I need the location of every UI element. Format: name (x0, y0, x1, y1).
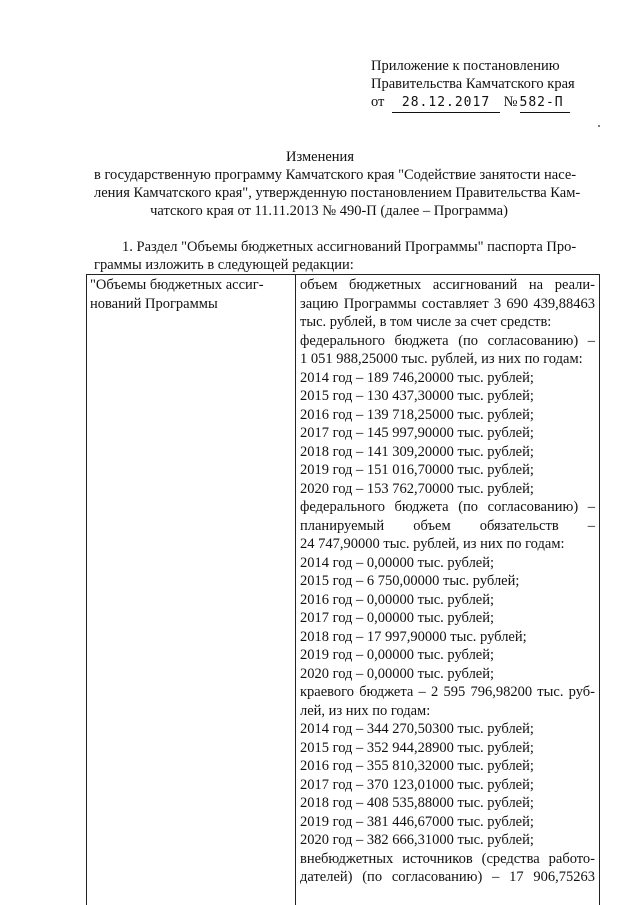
value-line: 2019 год – 151 016,70000 тыс. рублей; (300, 462, 534, 478)
value-line: 2016 год – 139 718,25000 тыс. рублей; (300, 406, 534, 423)
table-value-cell (300, 276, 595, 887)
value-line: 2015 год – 6 750,00000 тыс. рублей; (300, 573, 520, 589)
table-right-border (599, 274, 600, 905)
header-line-2: Правительства Камчатского края (371, 76, 575, 92)
value-line: планируемый объем обязательств – (300, 517, 595, 534)
value-line: краевого бюджета – 2 595 796,98200 тыс. руб- (300, 684, 595, 700)
table-column-divider (295, 274, 296, 905)
value-line: 2014 год – 189 746,20000 тыс. рублей; (300, 369, 534, 386)
value-line: 2019 год – 381 446,67000 тыс. рублей; (300, 813, 534, 830)
decree-date: 28.12.2017 (392, 94, 500, 113)
value-line: 1 051 988,25000 тыс. рублей, из них по годам: (300, 351, 583, 367)
paragraph-line: 1. Раздел "Объемы бюджетных ассигнований Программы" паспорта Про- (122, 239, 577, 255)
value-line: внебюджетных источников (средства работо- (300, 850, 595, 867)
table-left-border (86, 274, 87, 905)
label-line: нований Программы (90, 295, 218, 312)
table-top-border (86, 274, 600, 275)
decree-number: 582-П (520, 94, 570, 113)
value-line: 2017 год – 0,00000 тыс. рублей; (300, 610, 495, 626)
value-line: 2018 год – 408 535,88000 тыс. рублей; (300, 795, 534, 811)
value-line: 2016 год – 355 810,32000 тыс. рублей; (300, 758, 534, 774)
value-line: 2015 год – 130 437,30000 тыс. рублей; (300, 388, 534, 404)
value-line: дателей) (по согласованию) – 17 906,75263 (300, 869, 595, 885)
value-line: федерального бюджета (по согласованию) – (300, 332, 595, 349)
header-prefix: от (371, 94, 385, 110)
header-line-1: Приложение к постановлению (371, 58, 560, 74)
approval-header (371, 57, 575, 113)
value-line: тыс. рублей, в том числе за счет средств: (300, 314, 552, 330)
value-line: зацию Программы составляет 3 690 439,88463 (300, 295, 595, 312)
value-line: 2018 год – 141 309,20000 тыс. рублей; (300, 443, 534, 460)
value-line: 2019 год – 0,00000 тыс. рублей; (300, 647, 495, 663)
label-line: "Объемы бюджетных ассиг- (90, 277, 264, 293)
value-line: лей, из них по годам: (300, 702, 431, 719)
document-intro (94, 166, 581, 220)
value-line: 2015 год – 352 944,28900 тыс. рублей; (300, 739, 534, 756)
value-line: 2017 год – 145 997,90000 тыс. рублей; (300, 425, 534, 441)
value-line: федерального бюджета (по согласованию) – (300, 499, 595, 515)
intro-line: чатского края от 11.11.2013 № 490-П (далее – Программа) (150, 203, 508, 219)
value-line: 2014 год – 344 270,50300 тыс. рублей; (300, 721, 534, 737)
intro-line: в государственную программу Камчатского края "Содействие занятости насе- (94, 167, 577, 183)
number-sign: № (503, 94, 518, 110)
document-title: Изменения (286, 149, 354, 165)
value-line: 2020 год – 0,00000 тыс. рублей; (300, 665, 495, 682)
budget-table (86, 274, 600, 905)
paragraph-1 (94, 238, 577, 274)
value-line: 2020 год – 382 666,31000 тыс. рублей; (300, 832, 534, 848)
scan-speck (598, 125, 600, 127)
table-label-cell (90, 276, 290, 313)
intro-line: ления Камчатского края", утвержденную постановлением Правительства Кам- (94, 185, 581, 201)
value-line: 2020 год – 153 762,70000 тыс. рублей; (300, 480, 534, 497)
value-line: объем бюджетных ассигнований на реали- (300, 277, 595, 293)
value-line: 2014 год – 0,00000 тыс. рублей; (300, 554, 495, 571)
header-line-3 (371, 93, 575, 113)
value-line: 2017 год – 370 123,01000 тыс. рублей; (300, 776, 534, 793)
value-line: 2016 год – 0,00000 тыс. рублей; (300, 591, 495, 608)
value-line: 2018 год – 17 997,90000 тыс. рублей; (300, 628, 527, 645)
paragraph-line: граммы изложить в следующей редакции: (94, 257, 354, 273)
value-line: 24 747,90000 тыс. рублей, из них по годам: (300, 536, 565, 552)
